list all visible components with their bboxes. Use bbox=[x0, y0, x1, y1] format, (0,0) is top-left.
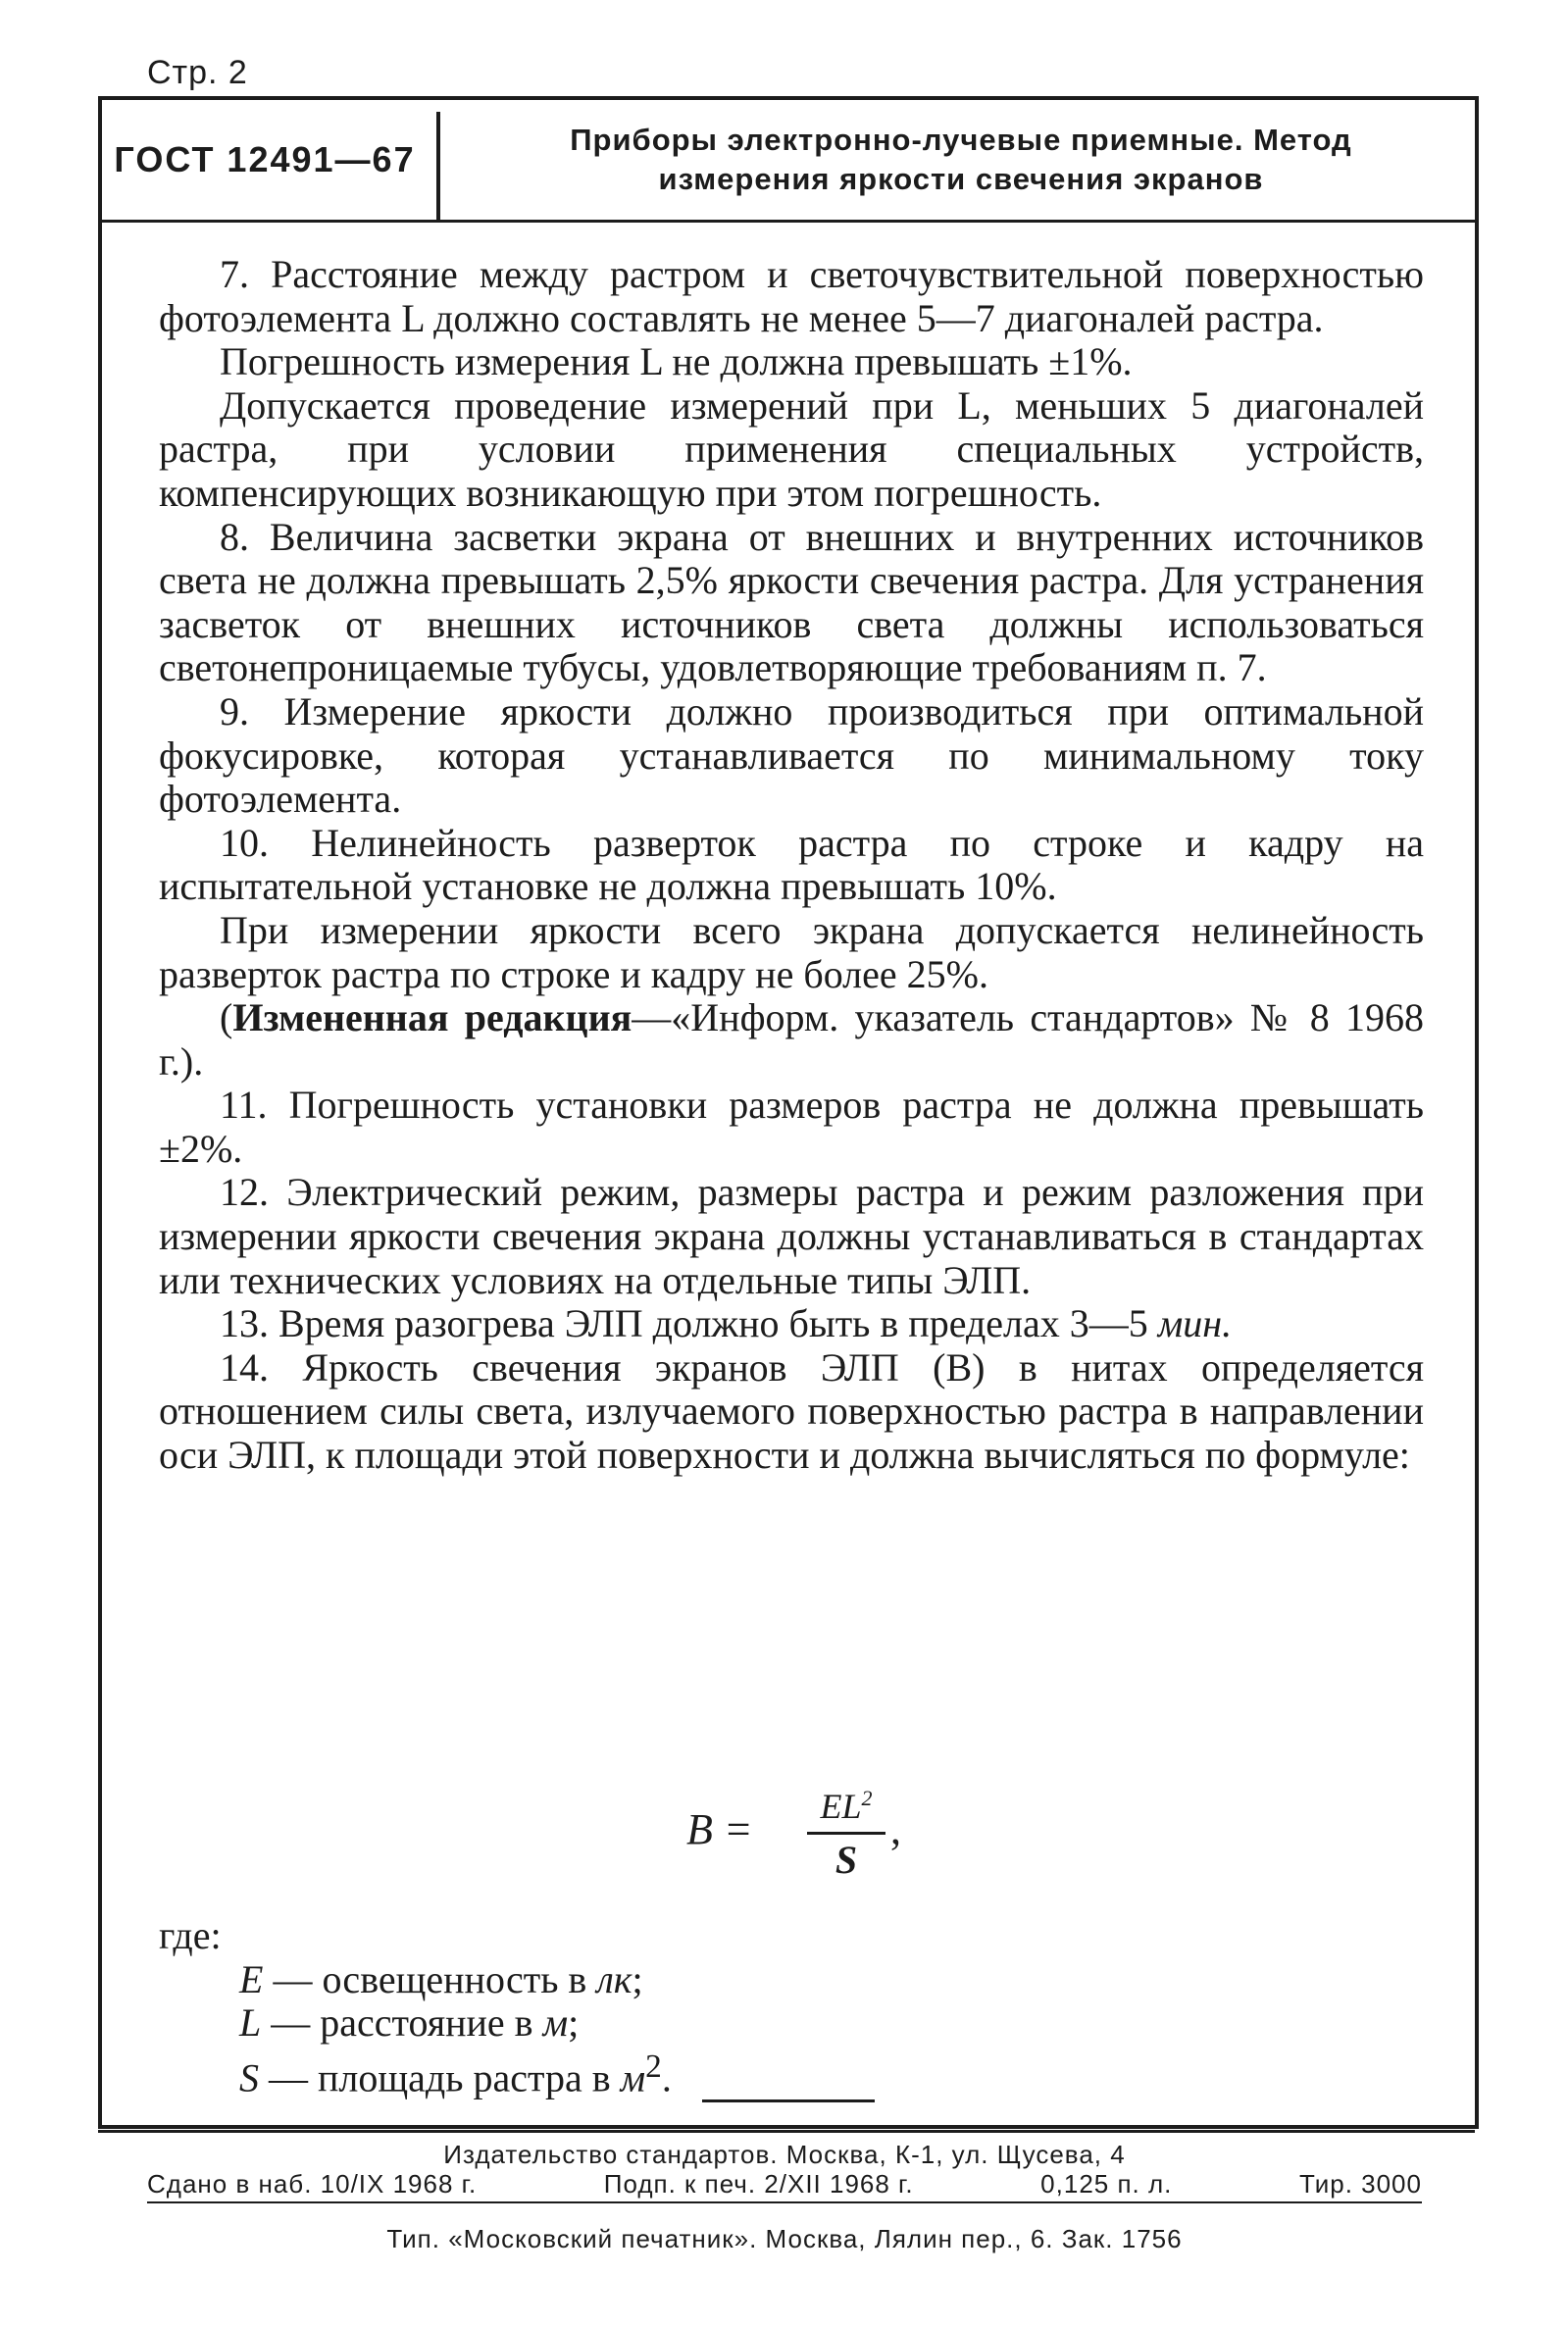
clause-7: 7. Расстояние между растром и светочувствительной поверхностью фотоэлемента L должно составлять не менее 5—7 диагоналей растра. bbox=[159, 252, 1424, 340]
footer-rule bbox=[98, 2130, 1475, 2133]
clause-8: 8. Величина засветки экрана от внешних и внутренних источников света не должна превышать 2,5% яркости свечения растра. Для устранения засветок от внешних источников света должны использоваться светонепроницаемые тубусы, удовлетворяющие требованиям п. 7. bbox=[159, 514, 1424, 690]
formula-lhs: B = bbox=[686, 1805, 753, 1853]
legend-where: где: bbox=[159, 1913, 222, 1957]
formula-numerator: $EL^2$ bbox=[820, 1786, 873, 1826]
clause-7-error: Погрешность измерения L не должна превышать ±1%. bbox=[220, 339, 1133, 384]
imprint-print-run: Тир. 3000 bbox=[1298, 2169, 1422, 2199]
formula-legend bbox=[159, 1914, 1424, 2100]
clause-12: 12. Электрический режим, размеры растра и режим разложения при измерении яркости свечения экрана должны устанавливаться в стандартах или технических условиях на отдельные типы ЭЛП. bbox=[159, 1170, 1424, 1302]
imprint-publisher: Издательство стандартов. Москва, К-1, ул. Щусева, 4 bbox=[443, 2140, 1126, 2169]
clause-10-amendment: (Измененная редакция—«Информ. указатель стандартов» № 8 1968 г.). bbox=[159, 995, 1424, 1084]
clause-7-allowed: Допускается проведение измерений при L, меньших 5 диагоналей растра, при условии применения специальных устройств, компенсирующих возникающую при этом погрешность. bbox=[159, 382, 1424, 515]
standard-code: ГОСТ 12491—67 bbox=[114, 139, 416, 179]
amendment-label: Измененная редакция bbox=[232, 995, 632, 1040]
imprint-submitted: Сдано в наб. 10/IX 1968 г. bbox=[147, 2169, 478, 2199]
title-line-1: Приборы электронно-лучевые приемные. Метод bbox=[570, 123, 1352, 157]
imprint-printer: Тип. «Московский печатник». Москва, Лялин пер., 6. Зак. 1756 bbox=[386, 2224, 1183, 2253]
clause-9: 9. Измерение яркости должно производиться при оптимальной фокусировке, которая устанавливается по минимальному току фотоэлемента. bbox=[159, 688, 1424, 822]
unit-minutes: мин. bbox=[1157, 1301, 1233, 1346]
legend-s: S — площадь растра в $м^2$. bbox=[239, 2048, 672, 2100]
clause-11: 11. Погрешность установки размеров растра не должна превышать ±2%. bbox=[159, 1083, 1424, 1171]
fraction-bar bbox=[807, 1832, 885, 1835]
formula-comma: , bbox=[890, 1805, 901, 1853]
page-number: Стр. 2 bbox=[147, 54, 248, 91]
imprint-sheets: 0,125 п. л. bbox=[1040, 2169, 1173, 2199]
formula-fraction bbox=[807, 1777, 885, 1882]
formula-denominator: S bbox=[835, 1838, 858, 1882]
clause-13: 13. Время разогрева ЭЛП должно быть в пределах 3—5 мин. bbox=[220, 1301, 1233, 1346]
document-header bbox=[98, 100, 1475, 223]
document-body bbox=[159, 253, 1424, 1478]
header-divider bbox=[436, 112, 440, 220]
document-title bbox=[451, 100, 1471, 220]
end-of-text-rule bbox=[702, 2099, 875, 2102]
imprint-signed: Подп. к печ. 2/XII 1968 г. bbox=[603, 2169, 914, 2199]
legend-l: L — расстояние в м; bbox=[239, 2000, 580, 2046]
title-line-2: измерения яркости свечения экранов bbox=[658, 162, 1264, 196]
legend-e: E — освещенность в лк; bbox=[239, 1956, 643, 2001]
clause-10: 10. Нелинейность разверток растра по строке и кадру на испытательной установке не должна превышать 10%. bbox=[159, 820, 1424, 909]
clause-14: 14. Яркость свечения экранов ЭЛП (B) в нитах определяется отношением силы света, излучаемого поверхностью растра в направлении оси ЭЛП, к площади этой поверхности и должна вычисляться по формуле: bbox=[159, 1344, 1424, 1478]
imprint-details bbox=[147, 2169, 1422, 2203]
clause-10-whole-screen: При измерении яркости всего экрана допускается нелинейность разверток растра по строке и кадру не более 25%. bbox=[159, 907, 1424, 996]
